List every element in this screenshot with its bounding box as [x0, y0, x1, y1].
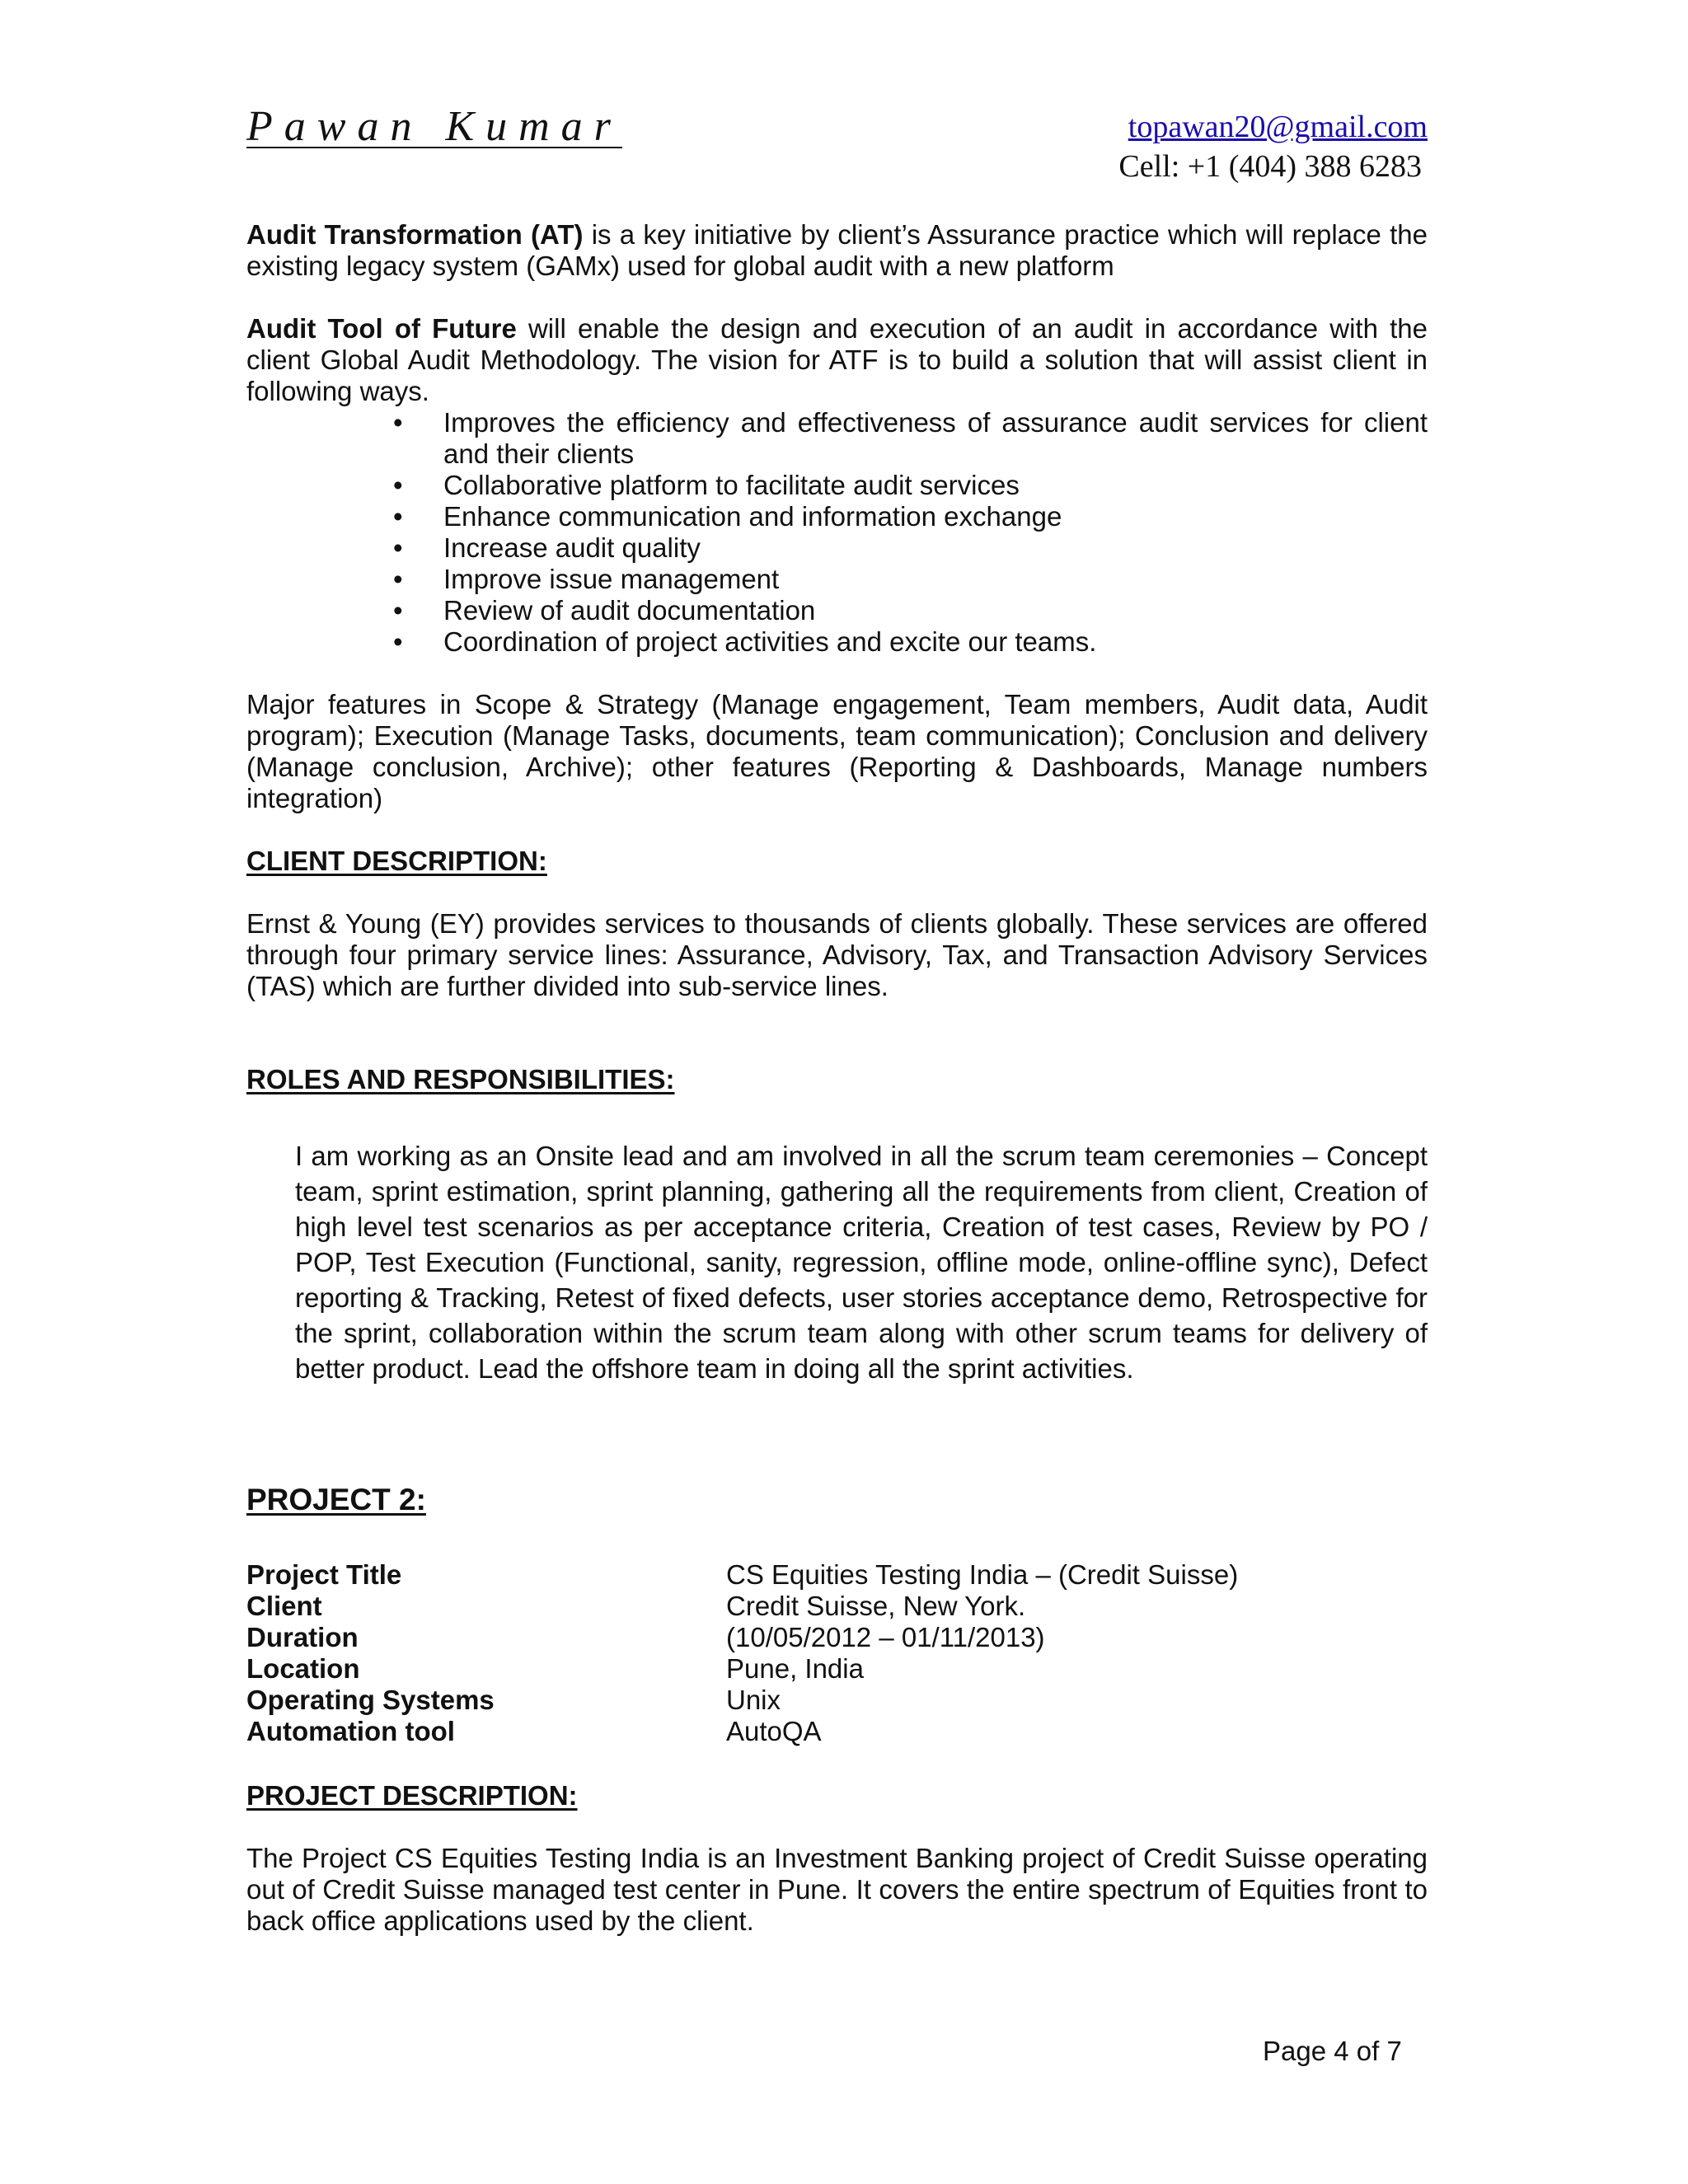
bullet-icon: •	[393, 407, 403, 438]
list-item: • Enhance communication and information exchange	[393, 501, 1062, 532]
project2-details	[246, 1559, 1428, 1747]
roles-text: I am working as an Onsite lead and am involved in all the scrum team ceremonies – Concept team, sprint estimation, sprint planning, gathering all the requirements from client, Creation of high level test scenarios as per acceptance criteria, Creation of test cases, Review by PO / POP, Test Execution (Functional, sanity, regression, offline mode, online-offline sync), Defect reporting & Tracking, Retest of fixed defects, user stories acceptance demo, Retrospective for the sprint, collaboration within the scrum team along with other scrum teams for delivery of better product. Lead the offshore team in doing all the sprint activities.	[295, 1141, 1428, 1384]
detail-label: Client	[246, 1591, 322, 1621]
features-paragraph: Major features in Scope & Strategy (Manage engagement, Team members, Audit data, Audit program); Execution (Manage Tasks, documents, team communication); Conclusion and delivery (Manage conclusion, Archive); other features (Reporting & Dashboards, Manage numbers integration)	[246, 689, 1428, 813]
detail-row	[246, 1653, 1428, 1685]
atf-term: Audit Tool of Future	[246, 313, 517, 344]
detail-value: CS Equities Testing India – (Credit Suisse)	[726, 1559, 1239, 1590]
at-term: Audit Transformation (AT)	[246, 219, 584, 250]
detail-value: AutoQA	[726, 1716, 822, 1746]
project-description-heading: PROJECT DESCRIPTION:	[246, 1780, 578, 1811]
bullet-icon: •	[393, 564, 403, 594]
client-description-heading: CLIENT DESCRIPTION:	[246, 846, 547, 876]
detail-label: Operating Systems	[246, 1685, 495, 1715]
detail-value: Credit Suisse, New York.	[726, 1591, 1026, 1621]
at-description: is a key initiative by client’s Assurance practice which will replace the existing legacy system (GAMx) used for global audit with a new platform	[246, 219, 1428, 281]
project-description-text: The Project CS Equities Testing India is an Investment Banking project of Credit Suisse operating out of Credit Suisse managed test center in Pune. It covers the entire spectrum of Equities front to back office applications used by the client.	[246, 1843, 1428, 1936]
bullet-icon: •	[393, 626, 403, 657]
bullet-icon: •	[393, 470, 403, 500]
list-item: • Coordination of project activities and excite our teams.	[393, 626, 1097, 657]
detail-label: Automation tool	[246, 1716, 455, 1746]
benefits-list	[383, 407, 1428, 658]
roles-heading: ROLES AND RESPONSIBILITIES:	[246, 1064, 675, 1094]
at-paragraph	[246, 219, 1428, 282]
bullet-icon: •	[393, 532, 403, 563]
atf-description: will enable the design and execution of an audit in accordance with the client Global Audit Methodology. The vision for ATF is to build a solution that will assist client in following ways.	[246, 313, 1428, 406]
email-link[interactable]: topawan20@gmail.com	[1128, 110, 1428, 144]
detail-row	[246, 1716, 1428, 1747]
detail-value: Unix	[726, 1685, 781, 1715]
atf-paragraph	[246, 313, 1428, 407]
detail-row	[246, 1685, 1428, 1716]
candidate-name: Pawan Kumar	[246, 103, 622, 150]
list-item: • Improves the efficiency and effectiveness of assurance audit services for client and their clients	[393, 407, 1428, 469]
cell-number: Cell: +1 (404) 388 6283	[1118, 149, 1422, 184]
detail-label: Location	[246, 1653, 360, 1684]
client-description-text: Ernst & Young (EY) provides services to thousands of clients globally. These services are offered through four primary service lines: Assurance, Advisory, Tax, and Transaction Advisory Services (TAS) which are further divided into sub-service lines.	[246, 908, 1428, 1001]
detail-row	[246, 1622, 1428, 1653]
project2-heading: PROJECT 2:	[246, 1483, 426, 1516]
detail-label: Project Title	[246, 1559, 402, 1590]
detail-value: (10/05/2012 – 01/11/2013)	[726, 1622, 1045, 1652]
detail-row	[246, 1559, 1428, 1591]
list-item: • Collaborative platform to facilitate audit services	[393, 470, 1020, 500]
list-item: • Increase audit quality	[393, 532, 701, 563]
detail-value: Pune, India	[726, 1653, 864, 1684]
bullet-icon: •	[393, 595, 403, 626]
detail-label: Duration	[246, 1622, 359, 1652]
bullet-icon: •	[393, 501, 403, 532]
page-number: Page 4 of 7	[1263, 2036, 1402, 2066]
detail-row	[246, 1591, 1428, 1622]
list-item: • Review of audit documentation	[393, 595, 816, 626]
list-item: • Improve issue management	[393, 564, 780, 594]
